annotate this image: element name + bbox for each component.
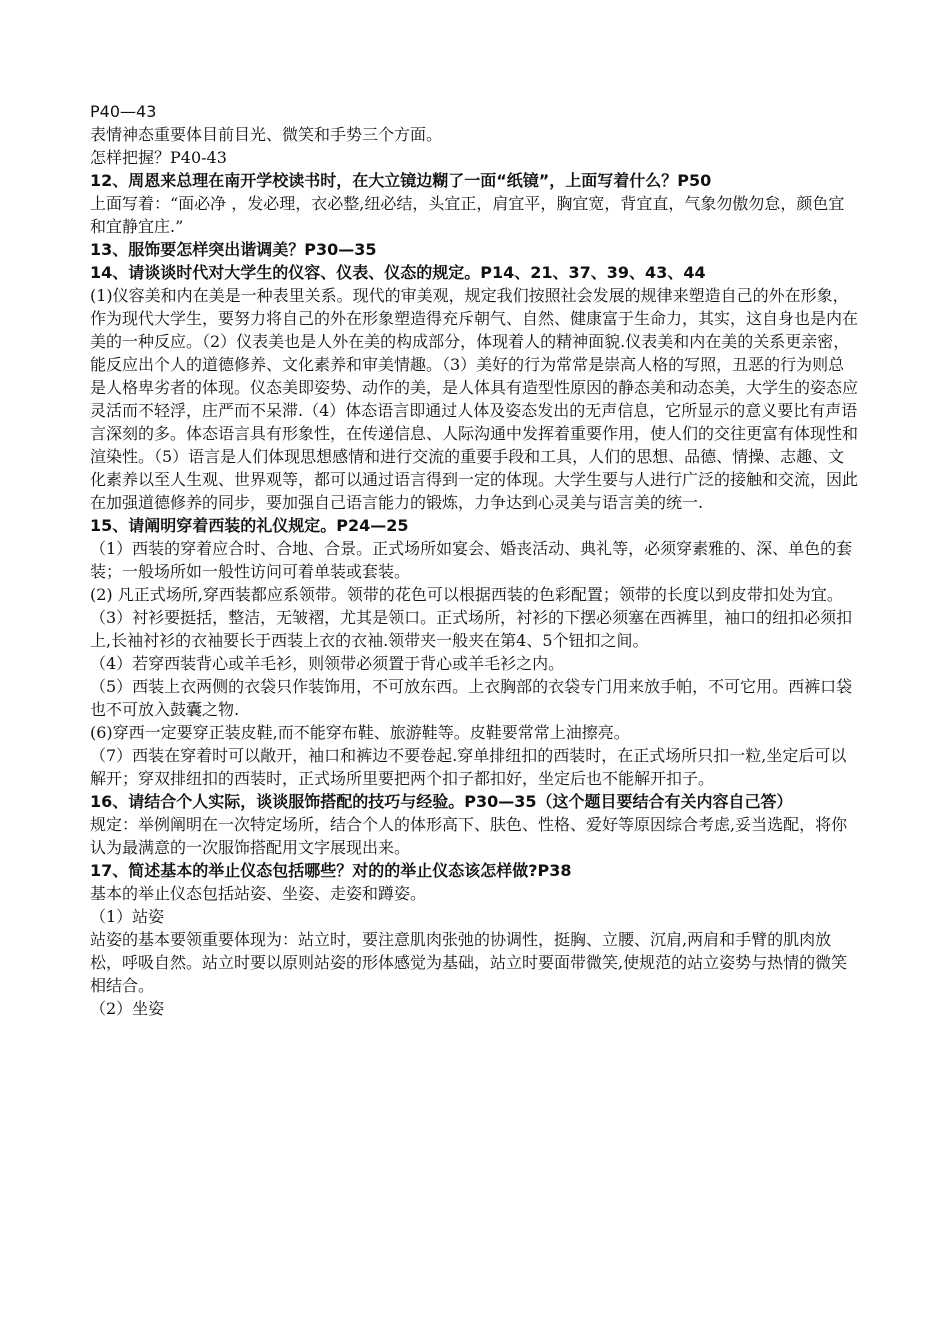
answer-15-item-6: (6)穿西一定要穿正装皮鞋,而不能穿布鞋、旅游鞋等。皮鞋要常常上油擦亮。 [90,723,630,742]
answer-17-standing: 站姿的基本要领重要体现为：站立时，要注意肌肉张弛的协调性，挺胸、立腰、沉肩,两肩和手臂的肌肉放松，呼吸自然。站立时要以原则站姿的形体感觉为基础，站立时要面带微笑,使规范的站立姿势与热情的微笑相结合。 [90,930,848,995]
answer-15-item-5: （5）西装上衣两侧的衣袋只作装饰用，不可放东西。上衣胸部的衣袋专门用来放手帕，不可它用。西裤口袋也不可放入鼓囊之物. [90,677,853,719]
question-14: 14、请谈谈时代对大学生的仪容、仪表、仪态的规定。P14、21、37、39、43、44 [90,263,706,282]
subheading-standing: （1）站姿 [90,907,165,926]
answer-15-item-4: （4）若穿西装背心或羊毛衫，则领带必须置于背心或羊毛衫之内。 [90,654,565,673]
answer-17-intro: 基本的举止仪态包括站姿、坐姿、走姿和蹲姿。 [90,884,427,903]
paragraph: 表情神态重要体目前目光、微笑和手势三个方面。 [90,125,443,144]
answer-15-item-7: （7）西装在穿着时可以敞开，袖口和裤边不要卷起.穿单排纽扣的西装时，在正式场所只扣一粒,坐定后可以解开；穿双排纽扣的西装时，正式场所里要把两个扣子都扣好，坐定后也不能解开扣子。 [90,746,847,788]
paragraph: 怎样把握？P40-43 [90,148,227,167]
question-13: 13、服饰要怎样突出谐调美？P30—35 [90,240,377,259]
answer-14: (1)仪容美和内在美是一种表里关系。现代的审美观，规定我们按照社会发展的规律来塑造自己的外在形象，作为现代大学生，要努力将自己的外在形象塑造得充斥朝气、自然、健康富于生命力，其实，这自身也是内在美的一种反应。（2）仪表美也是人外在美的构成部分，体现着人的精神面貌.仪表美和内在美的关系更亲密，能反应出个人的道德修养、文化素养和审美情趣。（3）美好的行为常常是崇高人格的写照，丑恶的行为则总是人格卑劣者的体现。仪态美即姿势、动作的美，是人体具有造型性原因的静态美和动态美，大学生的姿态应灵活而不轻浮，庄严而不呆滞.（4）体态语言即通过人体及姿态发出的无声信息，它所显示的意义要比有声语言深刻的多。体态语言具有形象性，在传递信息、人际沟通中发挥着重要作用，使人们的交往更富有体现性和渲染性。（5）语言是人们体现思想感情和进行交流的重要手段和工具，人们的思想、品德、情操、志趣、文化素养以至人生观、世界观等，都可以通过语言得到一定的体现。大学生要与人进行广泛的接触和交流，因此在加强道德修养的同步，要加强自己语言能力的锻炼，力争达到心灵美与语言美的统一. [90,286,859,512]
question-15: 15、请阐明穿着西装的礼仪规定。P24—25 [90,516,409,535]
subheading-sitting: （2）坐姿 [90,999,165,1018]
page-reference: P40—43 [90,102,157,121]
answer-12: 上面写着：“面必净 ，发必理，衣必整,纽必结，头宜正，肩宜平，胸宜宽，背宜直，气象勿傲勿怠，颜色宜和宜静宜庄.” [90,194,845,236]
answer-15-item-3: （3）衬衫要挺括，整洁，无皱褶，尤其是领口。正式场所，衬衫的下摆必须塞在西裤里，袖口的纽扣必须扣上,长袖衬衫的衣袖要长于西装上衣的衣袖.领带夹一般夹在第4、5个钮扣之间。 [90,608,853,650]
answer-16: 规定：举例阐明在一次特定场所，结合个人的体形高下、肤色、性格、爱好等原因综合考虑,妥当选配，将你认为最满意的一次服饰搭配用文字展现出来。 [90,815,848,857]
question-17: 17、简述基本的举止仪态包括哪些？对的的举止仪态该怎样做?P38 [90,861,572,880]
question-12: 12、周恩来总理在南开学校读书时，在大立镜边糊了一面“纸镜”，上面写着什么？P50 [90,171,712,190]
answer-15-item-1: （1）西装的穿着应合时、合地、合景。正式场所如宴会、婚丧活动、典礼等，必须穿素雅的、深、单色的套装；一般场所如一般性访问可着单装或套装。 [90,539,853,581]
document-page [90,100,860,1020]
question-16: 16、请结合个人实际，谈谈服饰搭配的技巧与经验。P30—35（这个题目要结合有关内容自己答） [90,792,793,811]
answer-15-item-2: (2) 凡正式场所,穿西装都应系领带。领带的花色可以根据西装的色彩配置；领带的长度以到皮带扣处为宜。 [90,585,843,604]
